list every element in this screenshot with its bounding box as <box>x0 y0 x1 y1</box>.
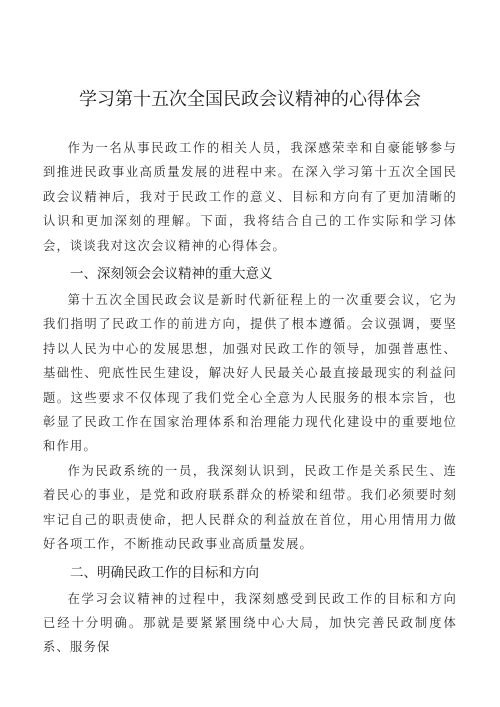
section-2-paragraph-1: 在学习会议精神的过程中，我深刻感受到民政工作的目标和方向已经十分明确。那就是要紧紧围绕中心大局，加快完善民政制度体系、服务保 <box>43 591 457 655</box>
document-body <box>43 136 457 660</box>
section-1-paragraph-2: 作为民政系统的一员，我深刻认识到，民政工作是关系民生、连着民心的事业，是党和政府联系群众的桥梁和纽带。我们必须要时刻牢记自己的职责使命，把人民群众的利益放在首位，用心用情用力做好各项工作，不断推动民政事业高质量发展。 <box>43 463 457 552</box>
document-title: 学习第十五次全国民政会议精神的心得体会 <box>79 89 421 110</box>
intro-paragraph: 作为一名从事民政工作的相关人员，我深感荣幸和自豪能够参与到推进民政事业高质量发展的进程中来。在深入学习第十五次全国民政会议精神后，我对于民政工作的意义、目标和方向有了更加清晰的认识和更加深刻的理解。下面，我将结合自己的工作实际和学习体会，谈谈我对这次会议精神的心得体会。 <box>43 141 457 253</box>
section-1-heading: 一、深刻领会会议精神的重大意义 <box>70 266 273 283</box>
section-2-heading: 二、明确民政工作的目标和方向 <box>70 564 259 581</box>
section-1-paragraph-1: 第十五次全国民政会议是新时代新征程上的一次重要会议，它为我们指明了民政工作的前进方向，提供了根本遵循。会议强调，要坚持以人民为中心的发展思想，加强对民政工作的领导，加强普惠性、基础性、兜底性民生建设，解决好人民最关心最直接最现实的利益问题。这些要求不仅体现了我们党全心全意为人民服务的根本宗旨，也彰显了民政工作在国家治理体系和治理能力现代化建设中的重要地位和作用。 <box>43 293 457 454</box>
